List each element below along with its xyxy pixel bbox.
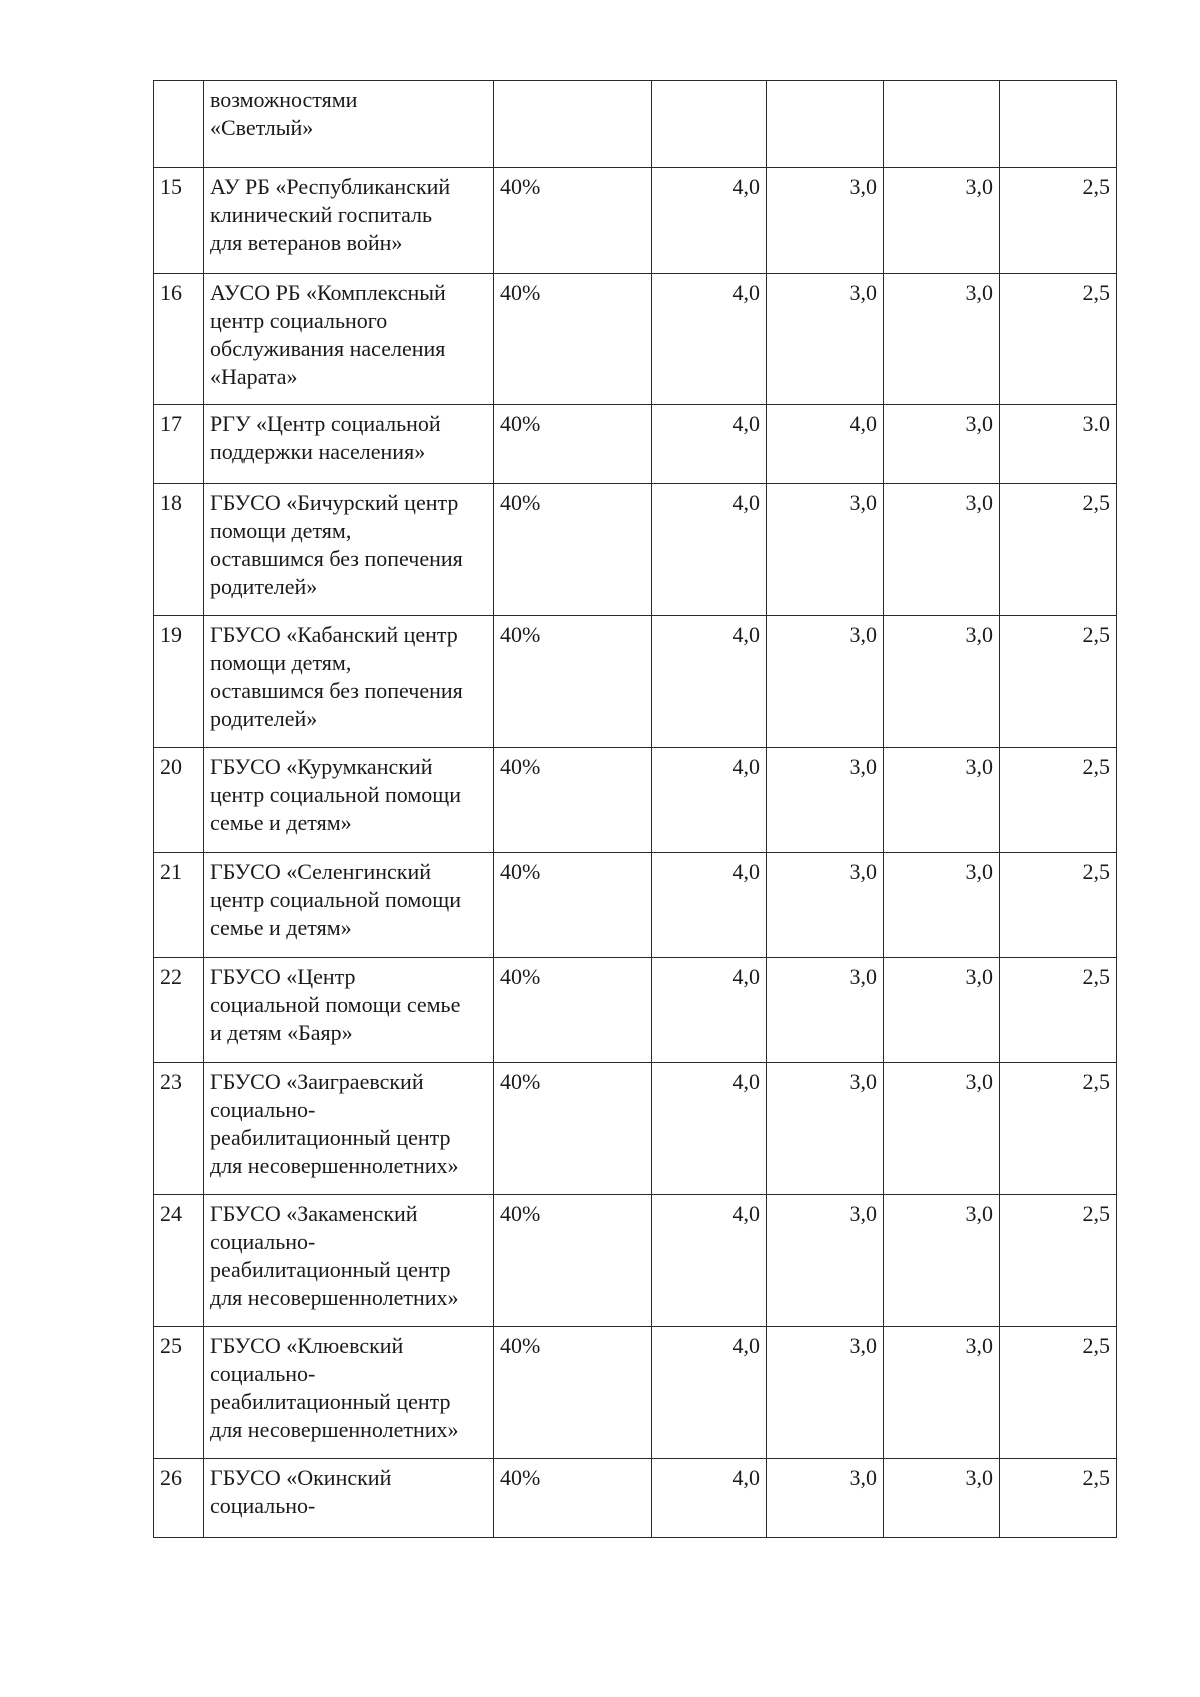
value-cell-1: 4,0 (652, 748, 767, 853)
value-cell-3: 3,0 (884, 958, 1000, 1063)
value-cell-1: 4,0 (652, 274, 767, 405)
value-cell-4: 2,5 (1000, 748, 1117, 853)
table-row (154, 958, 1117, 1063)
value-cell-3: 3,0 (884, 405, 1000, 484)
value-cell-2: 3,0 (767, 1459, 884, 1538)
value-cell-4: 2,5 (1000, 1063, 1117, 1195)
table-row (154, 1327, 1117, 1459)
institution-name-cell: ГБУСО «Курумканский центр социальной помощи семье и детям» (204, 748, 494, 853)
table-row (154, 1459, 1117, 1538)
value-cell-3: 3,0 (884, 1063, 1000, 1195)
percent-cell: 40% (494, 616, 652, 748)
table-row (154, 81, 1117, 168)
percent-cell: 40% (494, 748, 652, 853)
percent-cell: 40% (494, 1063, 652, 1195)
value-cell-1: 4,0 (652, 1195, 767, 1327)
value-cell-2: 3,0 (767, 1195, 884, 1327)
percent-cell: 40% (494, 168, 652, 274)
row-number-cell: 26 (154, 1459, 204, 1538)
value-cell-3: 3,0 (884, 274, 1000, 405)
table-row (154, 168, 1117, 274)
value-cell-4: 2,5 (1000, 616, 1117, 748)
value-cell-4: 2,5 (1000, 853, 1117, 958)
table-body (154, 81, 1117, 1538)
value-cell-2: 3,0 (767, 958, 884, 1063)
institution-name-cell: ГБУСО «Заиграевский социально- реабилитационный центр для несовершеннолетних» (204, 1063, 494, 1195)
value-cell-3: 3,0 (884, 1195, 1000, 1327)
row-number-cell: 16 (154, 274, 204, 405)
value-cell-4: 2,5 (1000, 484, 1117, 616)
row-number-cell: 19 (154, 616, 204, 748)
institution-name-cell: РГУ «Центр социальной поддержки населения» (204, 405, 494, 484)
value-cell-2: 3,0 (767, 1327, 884, 1459)
value-cell-1: 4,0 (652, 1327, 767, 1459)
value-cell-2: 3,0 (767, 748, 884, 853)
table-row (154, 853, 1117, 958)
row-number-cell: 17 (154, 405, 204, 484)
value-cell-3: 3,0 (884, 1327, 1000, 1459)
table-row (154, 405, 1117, 484)
percent-cell (494, 81, 652, 168)
value-cell-1: 4,0 (652, 405, 767, 484)
value-cell-3 (884, 81, 1000, 168)
row-number-cell: 20 (154, 748, 204, 853)
value-cell-1: 4,0 (652, 1063, 767, 1195)
institution-name-cell: ГБУСО «Окинский социально- (204, 1459, 494, 1538)
institution-name-cell: возможностями «Светлый» (204, 81, 494, 168)
institutions-table (153, 80, 1117, 1538)
percent-cell: 40% (494, 405, 652, 484)
percent-cell: 40% (494, 274, 652, 405)
row-number-cell: 25 (154, 1327, 204, 1459)
value-cell-4: 2,5 (1000, 168, 1117, 274)
institution-name-cell: ГБУСО «Центр социальной помощи семье и детям «Баяр» (204, 958, 494, 1063)
row-number-cell: 15 (154, 168, 204, 274)
value-cell-3: 3,0 (884, 484, 1000, 616)
percent-cell: 40% (494, 853, 652, 958)
value-cell-1: 4,0 (652, 853, 767, 958)
value-cell-4: 2,5 (1000, 1195, 1117, 1327)
value-cell-1 (652, 81, 767, 168)
percent-cell: 40% (494, 1195, 652, 1327)
value-cell-3: 3,0 (884, 616, 1000, 748)
value-cell-1: 4,0 (652, 1459, 767, 1538)
value-cell-2: 3,0 (767, 484, 884, 616)
row-number-cell: 18 (154, 484, 204, 616)
value-cell-2: 3,0 (767, 1063, 884, 1195)
value-cell-2: 3,0 (767, 616, 884, 748)
institution-name-cell: АУ РБ «Республиканский клинический госпиталь для ветеранов войн» (204, 168, 494, 274)
value-cell-3: 3,0 (884, 168, 1000, 274)
value-cell-2: 4,0 (767, 405, 884, 484)
row-number-cell: 21 (154, 853, 204, 958)
table-row (154, 484, 1117, 616)
institution-name-cell: ГБУСО «Кабанский центр помощи детям, оставшимся без попечения родителей» (204, 616, 494, 748)
table-row (154, 616, 1117, 748)
value-cell-4 (1000, 81, 1117, 168)
table-row (154, 1063, 1117, 1195)
row-number-cell: 24 (154, 1195, 204, 1327)
value-cell-1: 4,0 (652, 616, 767, 748)
value-cell-2: 3,0 (767, 853, 884, 958)
percent-cell: 40% (494, 484, 652, 616)
value-cell-3: 3,0 (884, 853, 1000, 958)
value-cell-2: 3,0 (767, 168, 884, 274)
value-cell-3: 3,0 (884, 748, 1000, 853)
percent-cell: 40% (494, 958, 652, 1063)
institution-name-cell: ГБУСО «Закаменский социально- реабилитационный центр для несовершеннолетних» (204, 1195, 494, 1327)
value-cell-4: 2,5 (1000, 1327, 1117, 1459)
value-cell-2 (767, 81, 884, 168)
institution-name-cell: АУСО РБ «Комплексный центр социального обслуживания населения «Нарата» (204, 274, 494, 405)
institution-name-cell: ГБУСО «Бичурский центр помощи детям, оставшимся без попечения родителей» (204, 484, 494, 616)
row-number-cell (154, 81, 204, 168)
institution-name-cell: ГБУСО «Селенгинский центр социальной помощи семье и детям» (204, 853, 494, 958)
value-cell-3: 3,0 (884, 1459, 1000, 1538)
value-cell-1: 4,0 (652, 484, 767, 616)
table-row (154, 274, 1117, 405)
value-cell-4: 2,5 (1000, 958, 1117, 1063)
value-cell-4: 3.0 (1000, 405, 1117, 484)
value-cell-4: 2,5 (1000, 1459, 1117, 1538)
percent-cell: 40% (494, 1459, 652, 1538)
value-cell-1: 4,0 (652, 958, 767, 1063)
percent-cell: 40% (494, 1327, 652, 1459)
value-cell-2: 3,0 (767, 274, 884, 405)
institution-name-cell: ГБУСО «Клюевский социально- реабилитационный центр для несовершеннолетних» (204, 1327, 494, 1459)
value-cell-4: 2,5 (1000, 274, 1117, 405)
value-cell-1: 4,0 (652, 168, 767, 274)
row-number-cell: 23 (154, 1063, 204, 1195)
table-row (154, 1195, 1117, 1327)
row-number-cell: 22 (154, 958, 204, 1063)
table-row (154, 748, 1117, 853)
